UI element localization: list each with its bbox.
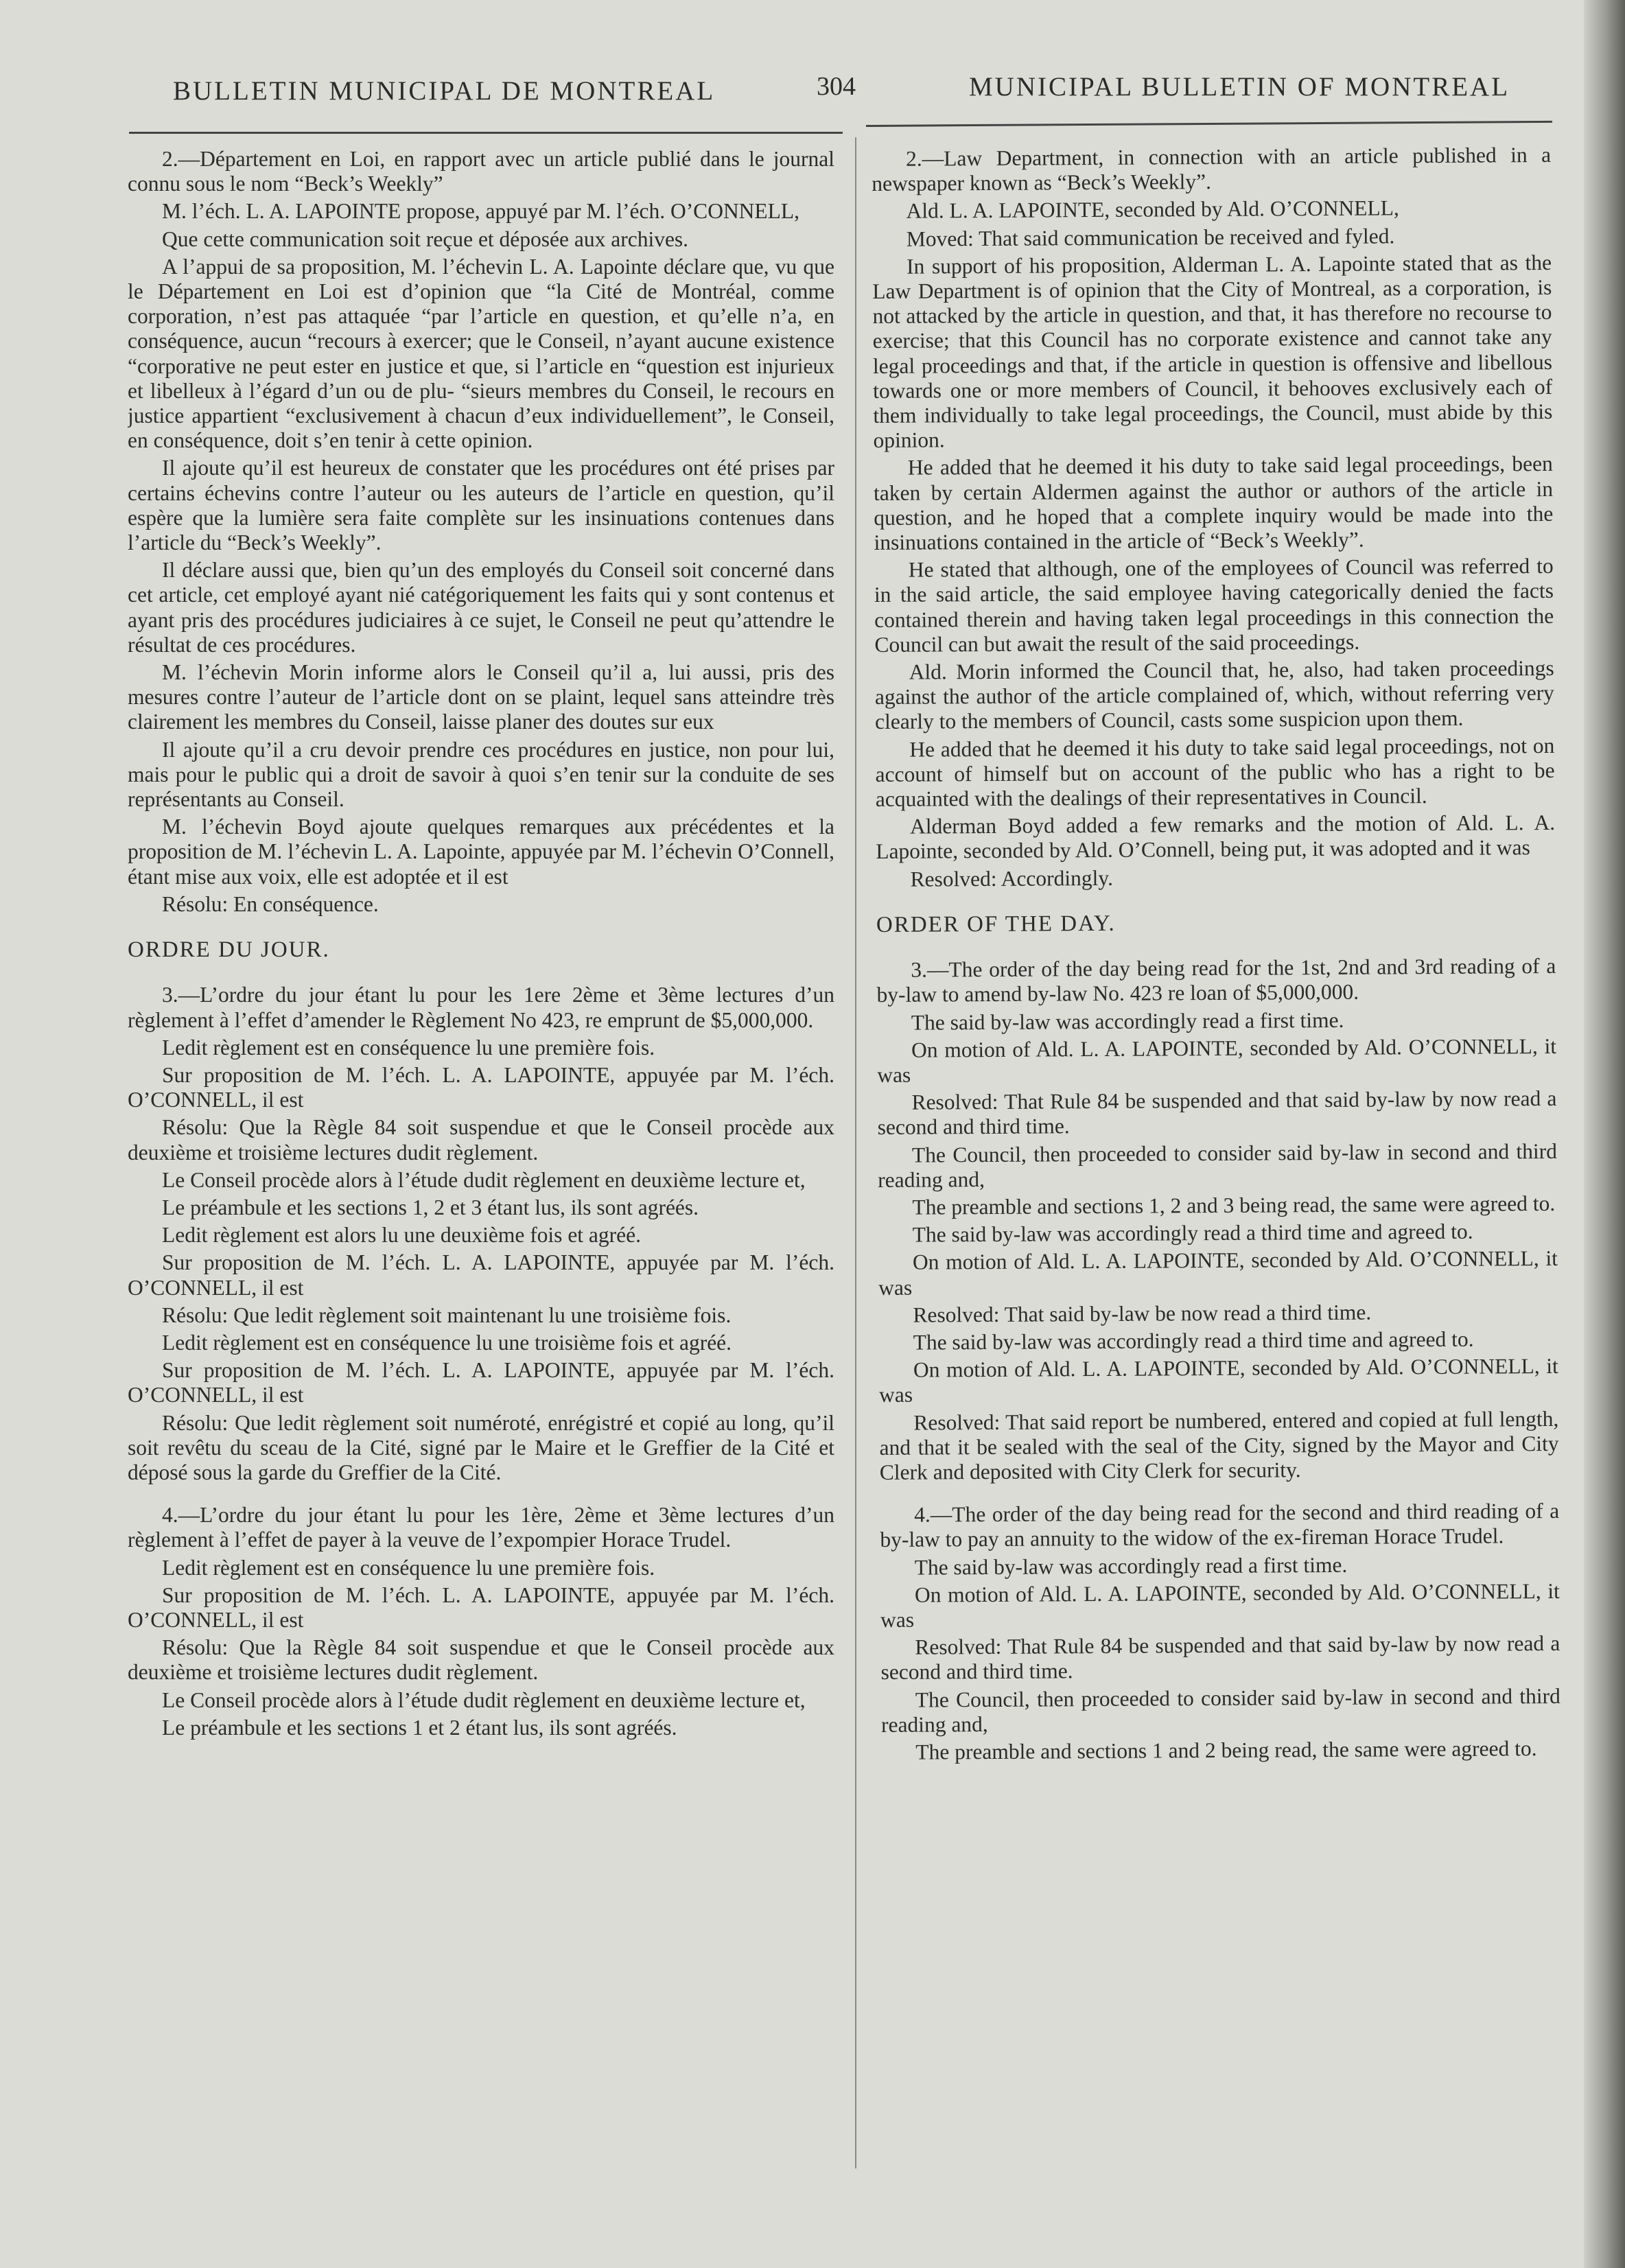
paragraph: The said by-law was accordingly read a first time. bbox=[914, 1552, 1348, 1580]
paragraph: The Council, then proceeded to consider said by-law in second and third reading and, bbox=[880, 1683, 1560, 1737]
column-divider bbox=[855, 137, 856, 2168]
paragraph: Resolved: That Rule 84 be suspended and that said by-law by now read a second and third time. bbox=[880, 1631, 1560, 1685]
paragraph: Sur proposition de M. l’éch. L. A. LAPOINTE, appuyée par M. l’éch. O’CONNELL, il est bbox=[128, 1358, 834, 1407]
paragraph: Resolved: That said report be numbered, entered and copied at full length, and that it be sealed with the seal of the City, signed by the Mayor and City Clerk and deposited with City Clerk for security. bbox=[879, 1406, 1559, 1484]
paragraph: Résolu: Que la Règle 84 soit suspendue et que le Conseil procède aux deuxième et troisième lectures dudit règlement. bbox=[128, 1635, 834, 1685]
paragraph: Il déclare aussi que, bien qu’un des employés du Conseil soit concerné dans cet article, cet employé ayant nié catégoriquement les faits qui y sont contenus et ayant pris des procédures judiciaires à ce sujet, le Conseil ne peut qu’attendre le résultat de ces procédures. bbox=[128, 558, 834, 657]
section-heading: ORDER OF THE DAY. bbox=[876, 911, 1116, 937]
paragraph: M. l’échevin Morin informe alors le Conseil qu’il a, lui aussi, pris des mesures contre l’auteur de l’article dont on se plaint, lequel sans atteindre très clairement les membres du Conseil, laisse planer des doutes sur eux bbox=[128, 660, 834, 734]
paragraph: A l’appui de sa proposition, M. l’échevin L. A. Lapointe déclare que, vu que le Département en Loi est d’opinion que “la Cité de Montréal, comme corporation, n’est pas attaquée “par l’article en question, et qu’elle n’a, en conséquence, aucun “recours à exercer; que le Conseil, n’ayant aucune existence “corporative ne peut ester en justice et que, si l’article en “question est injurieux et libelleux à l’égard d’un ou de plu- “sieurs membres du Conseil, le recours en justice appartient “exclusivement à chacun d’eux individuellement”, le Conseil, en conséquence, doit s’en tenir à cette opinion. bbox=[128, 254, 834, 453]
paragraph: In support of his proposition, Alderman L. A. Lapointe stated that as the Law Department is of opinion that the City of Montreal, as a corporation, is not attacked by the article in question, and that, it has therefore no recourse to exercise; that this Council has no corporate existence and cannot take any legal proceedings and that, if the article in question is offensive and libellous towards one or more members of Council, it behooves exclusively each of them individually to take legal proceedings, the Council, must abide by this opinion. bbox=[872, 250, 1553, 453]
paragraph: 3.—The order of the day being read for the 1st, 2nd and 3rd reading of a by-law to amend by-law No. 423 re loan of $5,000,000. bbox=[876, 954, 1556, 1007]
paragraph: Il ajoute qu’il a cru devoir prendre ces procédures en justice, non pour lui, mais pour le public qui a droit de savoir à quoi s’en tenir sur la conduite de ses représentants au Conseil. bbox=[128, 737, 834, 812]
paragraph: The said by-law was accordingly read a first time. bbox=[911, 1007, 1344, 1035]
paragraph: Le préambule et les sections 1 et 2 étant lus, ils sont agréés. bbox=[162, 1715, 677, 1740]
paragraph: Resolved: That said by-law be now read a third time. bbox=[913, 1300, 1372, 1327]
paragraph: 2.—Département en Loi, en rapport avec un article publié dans le journal connu sous le nom “Beck’s Weekly” bbox=[128, 147, 834, 196]
paragraph: Ledit règlement est en conséquence lu une première fois. bbox=[162, 1555, 655, 1580]
paragraph: Resolved: Accordingly. bbox=[910, 865, 1114, 891]
paragraph: 3.—L’ordre du jour étant lu pour les 1ere 2ème et 3ème lectures d’un règlement à l’effet d’amender le Règlement No 423, re emprunt de $5,000,000. bbox=[128, 983, 834, 1032]
paragraph: Resolved: That Rule 84 be suspended and that said by-law by now read a second and third time. bbox=[877, 1086, 1557, 1140]
header-rule-left bbox=[129, 132, 843, 134]
paragraph: On motion of Ald. L. A. LAPOINTE, seconded by Ald. O’CONNELL, it was bbox=[878, 1246, 1558, 1300]
paragraph: 2.—Law Department, in connection with an article published in a newspaper known as “Beck’s Weekly”. bbox=[872, 142, 1552, 196]
paragraph: The preamble and sections 1, 2 and 3 being read, the same were agreed to. bbox=[912, 1191, 1556, 1219]
french-column bbox=[128, 147, 834, 2199]
paragraph: On motion of Ald. L. A. LAPOINTE, seconded by Ald. O’CONNELL, it was bbox=[880, 1578, 1560, 1632]
paragraph: Résolu: Que ledit règlement soit numéroté, enrégistré et copié au long, qu’il soit revêtu du sceau de la Cité, signé par le Maire et le Greffier de la Cité et déposé sous la garde du Greffier de la Cité. bbox=[128, 1410, 834, 1484]
paragraph: On motion of Ald. L. A. LAPOINTE, seconded by Ald. O’CONNELL, it was bbox=[879, 1354, 1558, 1407]
paragraph: M. l’éch. L. A. LAPOINTE propose, appuyé par M. l’éch. O’CONNELL, bbox=[162, 199, 800, 224]
paragraph: Ledit règlement est en conséquence lu une troisième fois et agréé. bbox=[162, 1330, 732, 1355]
paragraph: Que cette communication soit reçue et déposée aux archives. bbox=[162, 226, 689, 251]
page-edge-shadow bbox=[1584, 0, 1625, 2268]
header-rule-right bbox=[866, 121, 1552, 127]
paragraph: Alderman Boyd added a few remarks and the motion of Ald. L. A. Lapointe, seconded by Ald. O’Connell, being put, it was adopted and it was bbox=[876, 810, 1556, 864]
paragraph: The said by-law was accordingly read a third time and agreed to. bbox=[912, 1219, 1473, 1247]
paragraph: Le préambule et les sections 1, 2 et 3 étant lus, ils sont agréés. bbox=[162, 1195, 699, 1219]
header-title-french: BULLETIN MUNICIPAL DE MONTREAL bbox=[173, 76, 716, 106]
paragraph: He added that he deemed it his duty to take said legal proceedings, not on account of himself but on account of the public who has a right to be acquainted with the dealings of their representatives in Council. bbox=[875, 733, 1555, 812]
paragraph: On motion of Ald. L. A. LAPOINTE, seconded by Ald. O’CONNELL, it was bbox=[877, 1033, 1557, 1087]
paragraph: He added that he deemed it his duty to take said legal proceedings, been taken by certain Aldermen against the author or authors of the article in question, and he hoped that a complete inquiry would be made into the insinuations contained in the article of “Beck’s Weekly”. bbox=[873, 452, 1554, 555]
english-column bbox=[872, 143, 1563, 2199]
header-title-english: MUNICIPAL BULLETIN OF MONTREAL bbox=[969, 72, 1510, 102]
paragraph: He stated that although, one of the employees of Council was referred to in the said article, the said employee having categorically denied the facts contained therein and having taken legal proceedings in this connection the Council can but await the result of the said proceedings. bbox=[874, 554, 1554, 657]
paragraph: Moved: That said communication be received and fyled. bbox=[906, 223, 1395, 251]
page-number: 304 bbox=[817, 72, 856, 101]
paragraph: Ald. Morin informed the Council that, he, also, had taken proceedings against the author of the article complained of, which, without referring very clearly to the members of Council, casts some suspicion upon them. bbox=[874, 656, 1554, 734]
paragraph: M. l’échevin Boyd ajoute quelques remarques aux précédentes et la proposition de M. l’échevin L. A. Lapointe, appuyée par M. l’échevin O’Connell, étant mise aux voix, elle est adoptée et il est bbox=[128, 815, 834, 889]
paragraph: The preamble and sections 1 and 2 being read, the same were agreed to. bbox=[915, 1736, 1537, 1764]
paragraph: Le Conseil procède alors à l’étude dudit règlement en deuxième lecture et, bbox=[162, 1167, 806, 1192]
paragraph: Ledit règlement est en conséquence lu une première fois. bbox=[162, 1035, 655, 1060]
agenda-item-paragraph: 4.—L’ordre du jour étant lu pour les 1ère, 2ème et 3ème lectures d’un règlement à l’effet de payer à la veuve de l’expompier Horace Trudel. bbox=[128, 1503, 834, 1552]
paragraph: Sur proposition de M. l’éch. L. A. LAPOINTE, appuyée par M. l’éch. O’CONNELL, il est bbox=[128, 1062, 834, 1112]
paragraph: Résolu: Que la Règle 84 soit suspendue et que le Conseil procède aux deuxième et troisième lectures dudit règlement. bbox=[128, 1115, 834, 1165]
section-heading: ORDRE DU JOUR. bbox=[128, 937, 330, 963]
paragraph: Sur proposition de M. l’éch. L. A. LAPOINTE, appuyée par M. l’éch. O’CONNELL, il est bbox=[128, 1582, 834, 1632]
paragraph: Ledit règlement est alors lu une deuxième fois et agréé. bbox=[162, 1223, 641, 1248]
paragraph: The said by-law was accordingly read a third time and agreed to. bbox=[913, 1326, 1474, 1355]
agenda-item-paragraph: 4.—The order of the day being read for the second and third reading of a by-law to pay an annuity to the widow of the ex-fireman Horace Trudel. bbox=[880, 1499, 1560, 1552]
page-header bbox=[0, 69, 1578, 117]
paragraph: Résolu: Que ledit règlement soit maintenant lu une troisième fois. bbox=[162, 1302, 732, 1327]
paragraph: Le Conseil procède alors à l’étude dudit règlement en deuxième lecture et, bbox=[162, 1687, 806, 1712]
paragraph: The Council, then proceeded to consider said by-law in second and third reading and, bbox=[878, 1138, 1558, 1192]
paragraph: Il ajoute qu’il est heureux de constater que les procédures ont été prises par certains échevins contre l’auteur ou les auteurs de l’article en question, qu’il espère que la lumière sera faite complète sur les insinuations contenues dans l’article du “Beck’s Weekly”. bbox=[128, 456, 834, 555]
paragraph: Ald. L. A. LAPOINTE, seconded by Ald. O’CONNELL, bbox=[906, 196, 1399, 224]
paragraph: Résolu: En conséquence. bbox=[162, 891, 379, 916]
paragraph: Sur proposition de M. l’éch. L. A. LAPOINTE, appuyée par M. l’éch. O’CONNELL, il est bbox=[128, 1250, 834, 1300]
